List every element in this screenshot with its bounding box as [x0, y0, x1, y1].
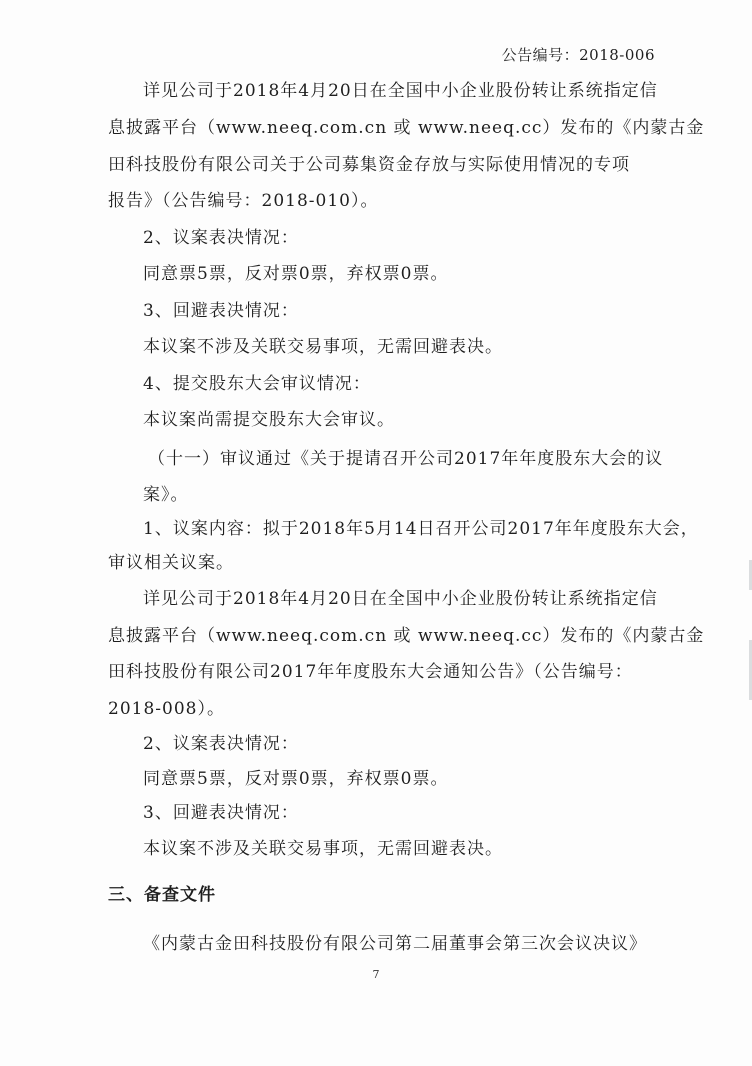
- announcement-number: 公告编号：2018-006: [501, 46, 655, 64]
- body-line: 报告》（公告编号：2018-010）。: [108, 191, 379, 211]
- recusal-text: 本议案不涉及关联交易事项，无需回避表决。: [143, 839, 503, 859]
- motion-title-cont: 案》。: [143, 485, 189, 505]
- vote-result: 同意票5票，反对票0票，弃权票0票。: [143, 264, 449, 284]
- motion-content-cont: 审议相关议案。: [108, 553, 234, 573]
- shareholder-text: 本议案尚需提交股东大会审议。: [143, 410, 395, 430]
- reference-document: 《内蒙古金田科技股份有限公司第二届董事会第三次会议决议》: [143, 934, 647, 954]
- body-line: 息披露平台（www.neeq.com.cn 或 www.neeq.cc）发布的《内蒙古金: [108, 626, 705, 646]
- body-line: 详见公司于2018年4月20日在全国中小企业股份转让系统指定信: [143, 81, 658, 101]
- vote-result: 同意票5票，反对票0票，弃权票0票。: [143, 769, 449, 789]
- body-line: 息披露平台（www.neeq.com.cn 或 www.neeq.cc）发布的《内蒙古金: [108, 118, 705, 138]
- motion-content: 1、议案内容：拟于2018年5月14日召开公司2017年年度股东大会，: [143, 519, 699, 539]
- page-number: 7: [372, 968, 380, 981]
- recusal-heading: 3、回避表决情况：: [143, 803, 299, 823]
- vote-heading: 2、议案表决情况：: [143, 228, 299, 248]
- recusal-text: 本议案不涉及关联交易事项，无需回避表决。: [143, 337, 503, 357]
- body-line: 2018-008）。: [108, 699, 225, 719]
- body-line: 田科技股份有限公司2017年年度股东大会通知公告》（公告编号：: [108, 662, 633, 682]
- shareholder-heading: 4、提交股东大会审议情况：: [143, 374, 371, 394]
- vote-heading: 2、议案表决情况：: [143, 734, 299, 754]
- body-line: 田科技股份有限公司关于公司募集资金存放与实际使用情况的专项: [108, 155, 630, 175]
- body-line: 详见公司于2018年4月20日在全国中小企业股份转让系统指定信: [143, 589, 658, 609]
- motion-title: （十一）审议通过《关于提请召开公司2017年年度股东大会的议: [148, 449, 664, 469]
- recusal-heading: 3、回避表决情况：: [143, 301, 299, 321]
- section-heading: 三、备查文件: [108, 885, 216, 905]
